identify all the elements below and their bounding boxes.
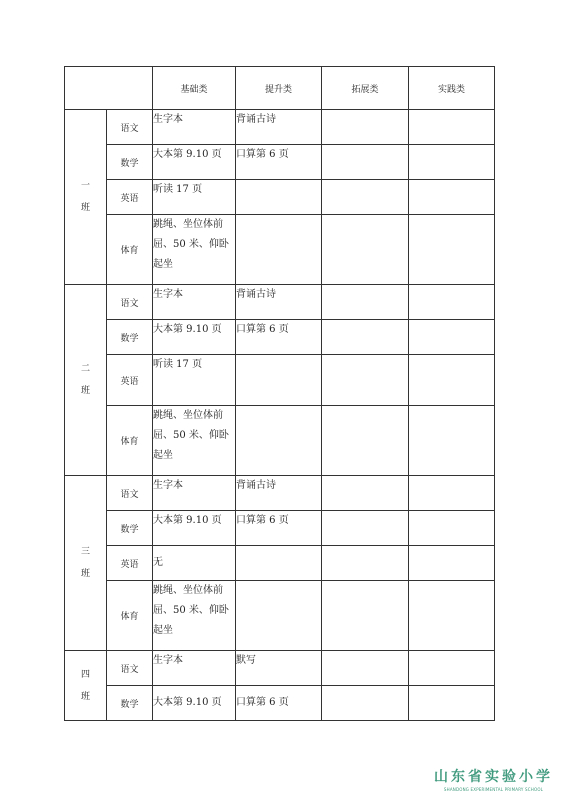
improve-cell: 背诵古诗 <box>236 285 322 320</box>
practice-cell <box>409 546 495 581</box>
subject-cell: 英语 <box>107 180 153 215</box>
header-blank-cell <box>65 67 153 110</box>
base-cell: 大本第 9.10 页 <box>153 686 236 721</box>
practice-cell <box>409 406 495 476</box>
subject-cell: 语文 <box>107 476 153 511</box>
improve-cell: 口算第 6 页 <box>236 511 322 546</box>
class-label-2: 二 班 <box>65 285 107 476</box>
table-row <box>65 511 495 546</box>
practice-cell <box>409 145 495 180</box>
base-cell: 大本第 9.10 页 <box>153 145 236 180</box>
table-row <box>65 145 495 180</box>
improve-cell <box>236 581 322 651</box>
improve-cell <box>236 180 322 215</box>
subject-cell: 数学 <box>107 145 153 180</box>
subject-cell: 英语 <box>107 546 153 581</box>
improve-cell <box>236 406 322 476</box>
subject-cell: 语文 <box>107 285 153 320</box>
improve-cell: 背诵古诗 <box>236 110 322 145</box>
base-cell: 生字本 <box>153 110 236 145</box>
extend-cell <box>322 285 409 320</box>
base-cell: 跳绳、坐位体前屈、50 米、仰卧起坐 <box>153 406 236 476</box>
class-label-1: 一 班 <box>65 110 107 285</box>
table-row <box>65 651 495 686</box>
practice-cell <box>409 511 495 546</box>
base-cell: 跳绳、坐位体前屈、50 米、仰卧起坐 <box>153 215 236 285</box>
subject-cell: 体育 <box>107 215 153 285</box>
subject-cell: 语文 <box>107 651 153 686</box>
base-cell: 听读 17 页 <box>153 355 236 406</box>
header-base: 基础类 <box>153 67 236 110</box>
subject-cell: 数学 <box>107 686 153 721</box>
improve-cell <box>236 355 322 406</box>
practice-cell <box>409 285 495 320</box>
extend-cell <box>322 215 409 285</box>
extend-cell <box>322 476 409 511</box>
table-row <box>65 406 495 476</box>
header-improve: 提升类 <box>236 67 322 110</box>
table-row <box>65 581 495 651</box>
table-row <box>65 180 495 215</box>
improve-cell <box>236 546 322 581</box>
base-cell: 跳绳、坐位体前屈、50 米、仰卧起坐 <box>153 581 236 651</box>
extend-cell <box>322 686 409 721</box>
extend-cell <box>322 355 409 406</box>
improve-cell: 口算第 6 页 <box>236 320 322 355</box>
practice-cell <box>409 215 495 285</box>
extend-cell <box>322 110 409 145</box>
practice-cell <box>409 581 495 651</box>
homework-table <box>64 66 495 721</box>
subject-cell: 数学 <box>107 511 153 546</box>
extend-cell <box>322 581 409 651</box>
base-cell: 生字本 <box>153 651 236 686</box>
base-cell: 大本第 9.10 页 <box>153 511 236 546</box>
class-label-3: 三 班 <box>65 476 107 651</box>
practice-cell <box>409 355 495 406</box>
practice-cell <box>409 320 495 355</box>
header-extend: 拓展类 <box>322 67 409 110</box>
improve-cell: 背诵古诗 <box>236 476 322 511</box>
extend-cell <box>322 145 409 180</box>
base-cell: 无 <box>153 546 236 581</box>
practice-cell <box>409 110 495 145</box>
base-cell: 大本第 9.10 页 <box>153 320 236 355</box>
school-name-en: SHANDONG EXPERIMENTAL PRIMARY SCHOOL <box>443 787 544 792</box>
table-row <box>65 215 495 285</box>
extend-cell <box>322 651 409 686</box>
extend-cell <box>322 180 409 215</box>
base-cell: 生字本 <box>153 476 236 511</box>
table-row <box>65 110 495 145</box>
table-row <box>65 285 495 320</box>
improve-cell: 口算第 6 页 <box>236 686 322 721</box>
base-cell: 生字本 <box>153 285 236 320</box>
improve-cell <box>236 215 322 285</box>
practice-cell <box>409 476 495 511</box>
subject-cell: 数学 <box>107 320 153 355</box>
header-practice: 实践类 <box>409 67 495 110</box>
extend-cell <box>322 546 409 581</box>
base-cell: 听读 17 页 <box>153 180 236 215</box>
subject-cell: 体育 <box>107 406 153 476</box>
school-logo <box>434 766 553 792</box>
extend-cell <box>322 406 409 476</box>
table-row <box>65 320 495 355</box>
table-row <box>65 546 495 581</box>
practice-cell <box>409 180 495 215</box>
practice-cell <box>409 651 495 686</box>
table-header-row <box>65 67 495 110</box>
improve-cell: 口算第 6 页 <box>236 145 322 180</box>
school-name-cn: 山东省实验小学 <box>434 769 553 785</box>
table-row <box>65 355 495 406</box>
extend-cell <box>322 320 409 355</box>
class-label-4: 四 班 <box>65 651 107 721</box>
practice-cell <box>409 686 495 721</box>
subject-cell: 语文 <box>107 110 153 145</box>
subject-cell: 英语 <box>107 355 153 406</box>
improve-cell: 默写 <box>236 651 322 686</box>
extend-cell <box>322 511 409 546</box>
subject-cell: 体育 <box>107 581 153 651</box>
table-row <box>65 686 495 721</box>
table-row <box>65 476 495 511</box>
